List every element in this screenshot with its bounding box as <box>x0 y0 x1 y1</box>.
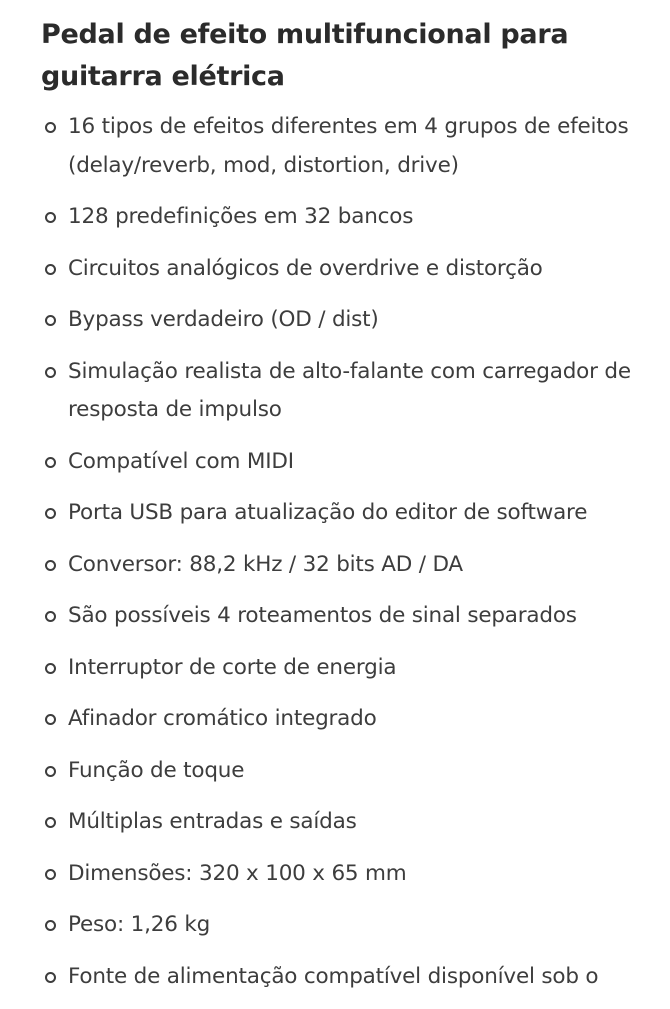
bullet-circle-icon <box>45 560 56 571</box>
feature-text: Dimensões: 320 x 100 x 65 mm <box>68 860 407 886</box>
bullet-circle-icon <box>45 212 56 223</box>
feature-text: Afinador cromático integrado <box>68 706 377 731</box>
feature-item <box>41 198 651 237</box>
feature-item <box>41 494 651 533</box>
feature-text: Conversor: 88,2 kHz / 32 bits AD / DA <box>68 551 463 577</box>
feature-text: Compatível com MIDI <box>68 448 294 474</box>
feature-item <box>41 546 651 585</box>
feature-item <box>41 250 651 289</box>
product-description <box>41 14 651 1009</box>
feature-text: Circuitos analógicos de overdrive e distorção <box>68 255 543 281</box>
bullet-circle-icon <box>45 869 56 880</box>
feature-text: Múltiplas entradas e saídas <box>68 809 357 834</box>
feature-text: Simulação realista de alto-falante com carregador de resposta de impulso <box>68 358 631 422</box>
feature-text: Porta USB para atualização do editor de software <box>68 500 588 525</box>
feature-item <box>41 700 651 739</box>
bullet-circle-icon <box>45 315 56 326</box>
feature-item <box>41 301 651 340</box>
bullet-circle-icon <box>45 663 56 674</box>
bullet-circle-icon <box>45 457 56 468</box>
bullet-circle-icon <box>45 611 56 622</box>
bullet-circle-icon <box>45 920 56 931</box>
bullet-circle-icon <box>45 122 56 133</box>
feature-item <box>41 752 651 791</box>
feature-item <box>41 958 651 997</box>
bullet-circle-icon <box>45 367 56 378</box>
feature-text: Fonte de alimentação compatível disponível sob o <box>68 963 599 989</box>
feature-text: Função de toque <box>68 757 245 783</box>
feature-item <box>41 443 651 482</box>
feature-item <box>41 597 651 636</box>
feature-item <box>41 353 651 430</box>
product-title: Pedal de efeito multifuncional para guitarra elétrica <box>41 19 569 92</box>
feature-text: Bypass verdadeiro (OD / dist) <box>68 307 379 332</box>
feature-text: Interruptor de corte de energia <box>68 654 397 680</box>
bullet-circle-icon <box>45 508 56 519</box>
feature-item <box>41 803 651 842</box>
bullet-circle-icon <box>45 766 56 777</box>
bullet-circle-icon <box>45 817 56 828</box>
feature-item <box>41 108 651 185</box>
bullet-circle-icon <box>45 264 56 275</box>
bullet-circle-icon <box>45 972 56 983</box>
feature-text: São possíveis 4 roteamentos de sinal separados <box>68 603 577 628</box>
feature-text: Peso: 1,26 kg <box>68 912 211 937</box>
feature-item <box>41 855 651 894</box>
feature-list <box>41 108 651 996</box>
feature-text: 16 tipos de efeitos diferentes em 4 grupos de efeitos (delay/reverb, mod, distortion, drive) <box>68 114 629 178</box>
feature-item <box>41 906 651 945</box>
feature-item <box>41 649 651 688</box>
feature-text: 128 predefinições em 32 bancos <box>68 204 414 229</box>
bullet-circle-icon <box>45 714 56 725</box>
